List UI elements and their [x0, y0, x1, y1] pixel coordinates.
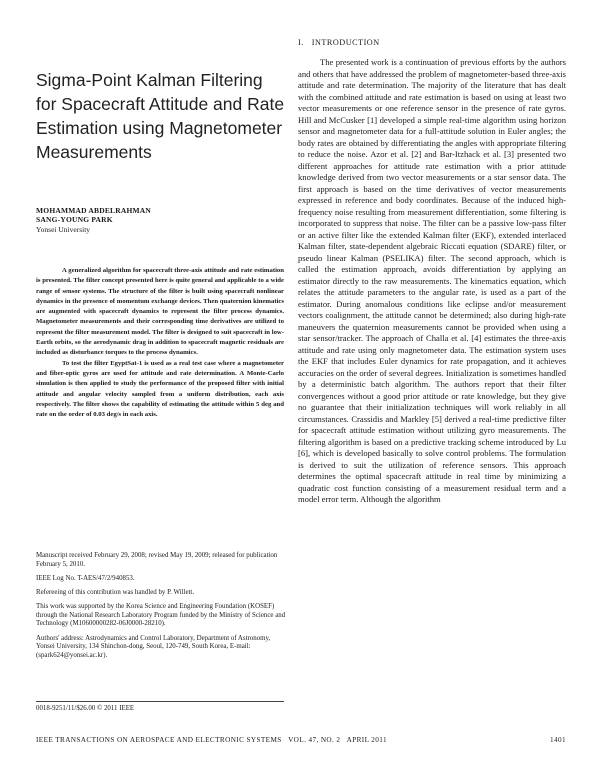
- affiliation: Yonsei University: [36, 225, 91, 234]
- body-paragraph: The presented work is a continuation of previous efforts by the authors and others that have addressed the problem of magnetometer-based three-axis attitude and rate determination. The majority of the literature that has dealt with the combined attitude and rate estimation is based on using at least two vector measurements or one reference sensor in the presence of rate gyros. Hill and McCusker [1] developed a simple real-time algorithm using horizon sensor and magnetometer data for a full-attitude solution in Euler angles; the body rates are obtained by differentiating the angles with appropriate filtering to reduce the noise. Azor et al. [2] and Bar-Itzhack et al. [3] presented two different approaches for attitude rate estimation with a prior attitude knowledge derived from two vector measurements or a star sensor data. The first approach is based on the time derivatives of vector measurements expressed in reference and body coordinates. Because of the induced high-frequency noise resulting from measurement differentiation, some filtering is incorporated to suppress that noise. The filter can be a passive low-pass filter or an active filter like the extended Kalman filter (EKF), extended interlaced Kalman filter, state-dependent algebraic Riccati equation (SDARE) filter, or pseudo linear Kalman (PSELIKA) filter. The second approach, which is called the estimation approach, avoids differentiation by applying an estimator directly to the raw measurements. The kinematics equation, which relates the attitude parameters to the angular rate, is used as a part of the estimator. During anomalous conditions like eclipse and/or measurement vectors coalignment, the attitude cannot be determined; also during high-rate maneuvers the quaternion measurements cannot be provided when using a star sensor/tracker. The approach of Challa et al. [4] estimates the three-axis attitude and rate using only magnetometer data. The estimation system uses the EKF that includes Euler dynamics for rate propagation, and it achieves accuracies on the order of several degrees. Initialization is sometimes handled by a deterministic batch algorithm. The authors report that their filter convergences without a good prior attitude or rate knowledge, but they give no guarantee that their initialization techniques will work reliably in all circumstances. Crassidis and Markley [5] derived a real-time predictive filter for spacecraft attitude estimation without utilizing gyro measurements. The filtering algorithm is based on a predictive tracking scheme introduced by Lu [6], which is developed basically to solve control problems. The formulation is derived to suit the utilization of reference sensors. This approach determines the optimal spacecraft attitude in real time by minimizing a quadratic cost function consisting of a measurement residual term and a model error term. Although the algorithm: [298, 57, 566, 504]
- footnote: Refereeing of this contribution was handled by P. Willett.: [36, 588, 195, 596]
- introduction-body: [298, 57, 566, 506]
- section-number: I.: [298, 38, 304, 47]
- section-heading: [298, 38, 566, 48]
- abstract: [36, 266, 284, 420]
- footnote: Manuscript received February 29, 2008; revised May 19, 2009; released for publication February 5, 2010.: [36, 552, 278, 568]
- journal-name: IEEE TRANSACTIONS ON AEROSPACE AND ELECTRONIC SYSTEMS VOL. 47, NO. 2 APRIL 2011: [36, 736, 388, 744]
- copyright-line: 0018-9251/11/$26.00 © 2011 IEEE: [36, 705, 135, 712]
- footnotes: [36, 552, 286, 666]
- author-name: SANG-YOUNG PARK: [36, 215, 113, 224]
- section-title: INTRODUCTION: [311, 38, 380, 47]
- footnote: IEEE Log No. T-AES/47/2/940853.: [36, 574, 135, 582]
- abstract-paragraph: To test the filter EgyptSat-1 is used as a real test case where a magnetometer and fiber-optic gyros are used for attitude and rate determination. A Monte-Carlo simulation is then applied to study the performance of the proposed filter with initial attitude and angular velocity sampled from a uniform distribution, each axis respectively. The filter shows the capability of estimating the attitude within 5 deg and rate on the order of 0.03 deg/s in each axis.: [36, 359, 284, 419]
- paper-title: Sigma-Point Kalman Filtering for Spacecraft Attitude and Rate Estimation using Magnetometer Measurements: [36, 70, 285, 162]
- author-list: [36, 206, 286, 224]
- divider: [36, 701, 284, 702]
- author-name: MOHAMMAD ABDELRAHMAN: [36, 206, 152, 215]
- footnote: Authors' address: Astrodynamics and Control Laboratory, Department of Astronomy, Yonsei University, 134 Shinchon-dong, Seoul, 120-749, South Korea, E-mail: (spark624@yonsei.ac.kr).: [36, 634, 271, 659]
- page-number: 1401: [550, 736, 566, 744]
- footnote: This work was supported by the Korea Science and Engineering Foundation (KOSEF) through the National Research Laboratory Program funded by the Ministry of Science and Technology (M10600000282-06J0000-28210).: [36, 603, 286, 628]
- page-footer: [36, 734, 566, 746]
- abstract-paragraph: A generalized algorithm for spacecraft three-axis attitude and rate estimation is presented. The filter concept presented here is quite general and applicable to a wide range of sensor systems. The structure of the filter is built using spacecraft nonlinear dynamics in the presence of momentum exchange devices. Then quaternion kinematics are augmented with spacecraft dynamics to represent the filter process dynamics. Magnetometer measurements and their corresponding time derivatives are utilized to represent the filter measurement model. The filter is designed to suit spacecraft in low-Earth orbits, so the aerodynamic drag in addition to spacecraft magnetic residuals are included as disturbance torques to the process dynamics.: [36, 267, 284, 357]
